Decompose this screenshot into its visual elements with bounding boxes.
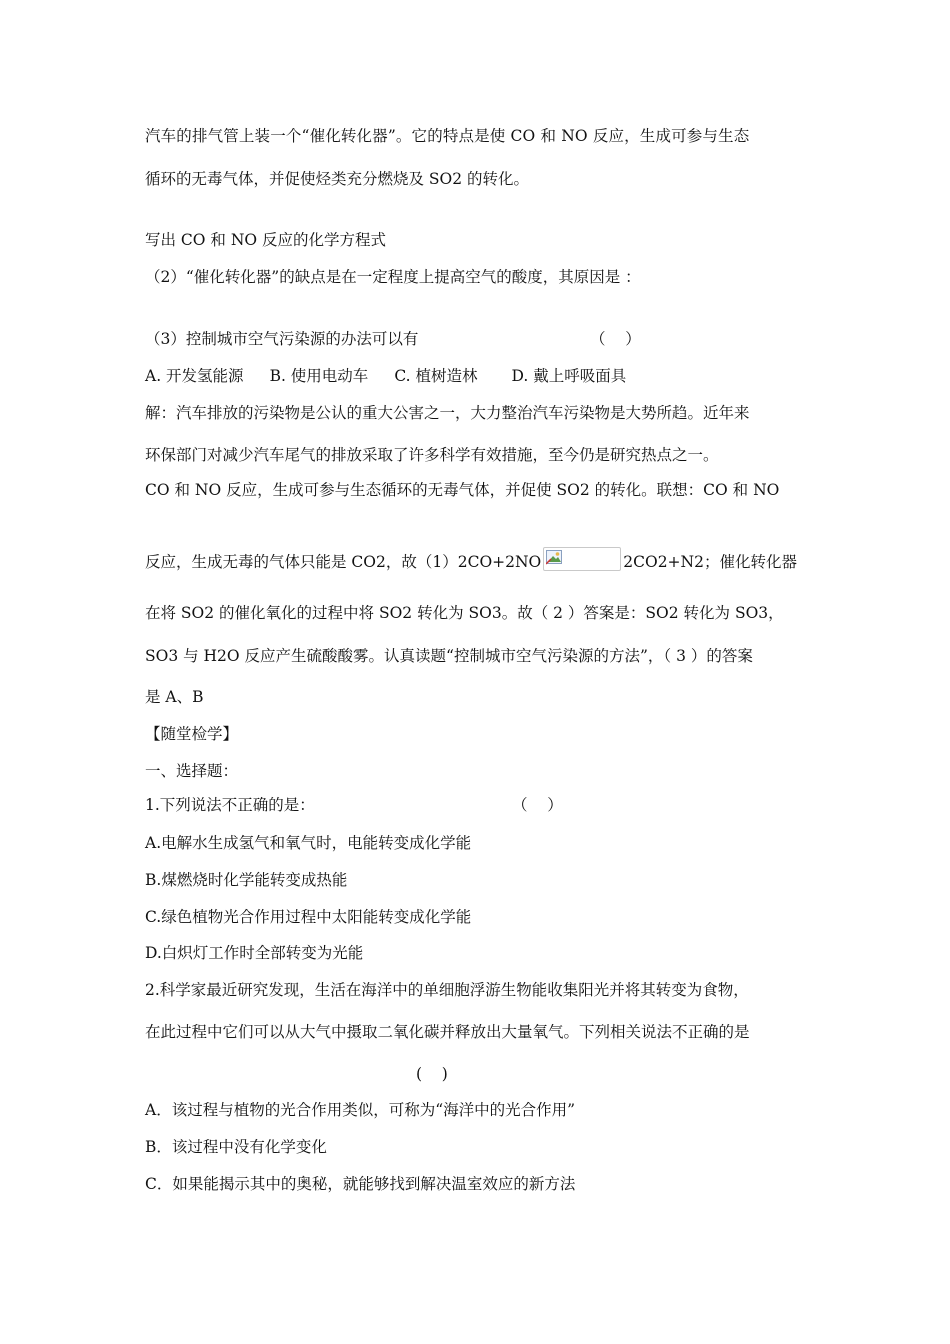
solution-line-3: CO 和 NO 反应，生成可参与生态循环的无毒气体，并促使 SO2 的转化。联想：CO 和 NO [145,481,780,499]
option-b: B. 使用电动车 [269,367,369,385]
solution-line-4 [145,547,797,571]
option-d: D. 戴上呼吸面具 [511,367,627,385]
q1-option-b: B.煤燃烧时化学能转变成热能 [145,871,348,889]
solution-line-4-end: 2CO2+N2；催化转化器 [623,553,797,571]
option-a: A. 开发氢能源 [145,367,244,385]
q2-option-c: C．如果能揭示其中的奥秘，就能够找到解决温室效应的新方法 [145,1175,576,1193]
solution-line-7: 是 A、B [145,688,204,706]
quiz-question-2-line-1: 2.科学家最近研究发现，生活在海洋中的单细胞浮游生物能收集阳光并将其转变为食物， [145,981,749,999]
q1-option-a: A.电解水生成氢气和氧气时，电能转变成化学能 [145,834,472,852]
solution-line-5: 在将 SO2 的催化氧化的过程中将 SO2 转化为 SO3。故（ 2 ）答案是：SO2 转化为 SO3， [145,604,784,622]
section-title: 一、选择题： [145,762,239,780]
broken-image-icon [543,547,621,571]
question-2: （2）“催化转化器”的缺点是在一定程度上提高空气的酸度，其原因是 ： [145,268,641,286]
quiz-question-2-paren: ( ) [416,1065,448,1083]
option-c: C. 植树造林 [394,367,478,385]
quiz-question-1: 1.下列说法不正确的是： [145,796,315,814]
q1-option-c: C.绿色植物光合作用过程中太阳能转变成化学能 [145,908,472,926]
quiz-heading: 【随堂检学】 [145,725,239,743]
q2-option-b: B．该过程中没有化学变化 [145,1138,327,1156]
quiz-question-2-line-2: 在此过程中它们可以从大气中摄取二氧化碳并释放出大量氧气。下列相关说法不正确的是 [145,1023,750,1041]
solution-line-1: 解：汽车排放的污染物是公认的重大公害之一，大力整治汽车污染物是大势所趋。近年来 [145,404,750,422]
q2-option-a: A．该过程与植物的光合作用类似，可称为“海洋中的光合作用” [145,1101,576,1119]
solution-line-4-start: 反应，生成无毒的气体只能是 CO2，故（1）2CO+2NO [145,553,542,571]
passage-line-2: 循环的无毒气体，并促使烃类充分燃烧及 SO2 的转化。 [145,170,530,188]
passage-line-3: 写出 CO 和 NO 反应的化学方程式 [145,231,387,249]
q1-option-d: D.白炽灯工作时全部转变为光能 [145,944,364,962]
solution-line-6: SO3 与 H2O 反应产生硫酸酸雾。认真读题“控制城市空气污染源的方法”，（ 3 ）的答案 [145,647,753,665]
question-3-options [145,369,626,385]
question-3: （3）控制城市空气污染源的办法可以有 [145,330,419,348]
question-3-answer-paren: （ ） [590,330,641,348]
passage-line-1: 汽车的排气管上装一个“催化转化器”。它的特点是使 CO 和 NO 反应，生成可参与生态 [145,127,750,145]
solution-line-2: 环保部门对减少汽车尾气的排放采取了许多科学有效措施，至今仍是研究热点之一。 [145,446,719,464]
quiz-question-1-paren: （ ） [512,796,563,814]
